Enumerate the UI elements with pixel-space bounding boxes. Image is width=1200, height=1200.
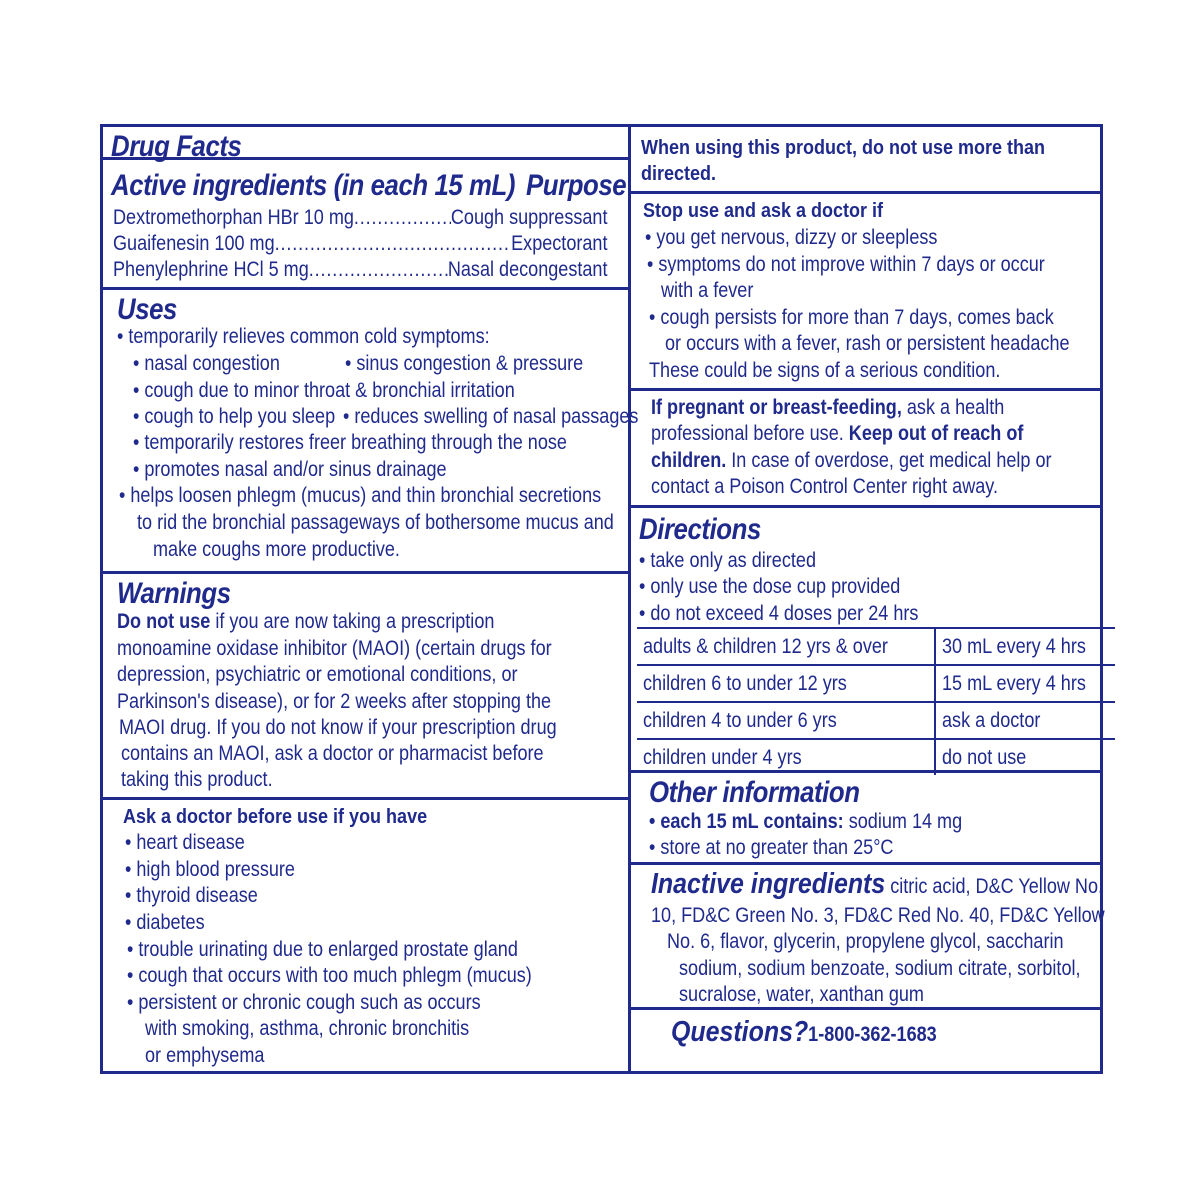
ask-doctor-item: • thyroid disease [125,884,258,907]
ask-doctor-item: with smoking, asthma, chronic bronchitis [145,1017,470,1040]
other-info-line: • store at no greater than 25°C [649,836,894,859]
warnings-text: if you are now taking a prescription [210,610,495,633]
questions-phone: 1-800-362-1683 [808,1023,937,1046]
other-information-heading: Other information [649,776,860,809]
sodium-label: • each 15 mL contains: [649,810,844,833]
warnings-line: contains an MAOI, ask a doctor or pharmacist before [121,742,544,765]
drug-facts-panel [100,124,1103,1074]
inactive-ingredients-section [631,865,1105,1010]
directions-line: • take only as directed [639,549,816,572]
stop-use-line: with a fever [661,279,754,302]
ingredient-purpose: Nasal decongestant [447,258,608,281]
directions-section [631,508,1100,773]
children-label: children. [651,449,727,472]
inactive-line: sodium, sodium benzoate, sodium citrate, sorbitol, [679,957,1081,980]
uses-heading: Uses [117,293,177,326]
stop-use-line: or occurs with a fever, rash or persistent headache [665,332,1070,355]
directions-heading: Directions [639,513,761,546]
stop-use-line: These could be signs of a serious condition. [649,359,1001,382]
table-row [637,665,1115,702]
ingredient-name: Phenylephrine HCl 5 mg [113,258,309,281]
table-row [637,628,1115,665]
inactive-line [651,868,1104,901]
warnings-line [117,609,494,636]
uses-line: • helps loosen phlegm (mucus) and thin bronchial secretions [119,484,602,507]
dosage-table [637,627,1115,775]
uses-line: • temporarily relieves common cold symptoms: [117,325,490,348]
sodium-value: sodium 14 mg [843,810,963,833]
ask-doctor-item: • heart disease [125,831,245,854]
dose-who: children under 4 yrs [637,739,935,775]
ask-doctor-heading: Ask a doctor before use if you have [123,806,428,828]
pregnant-text: In case of overdose, get medical help or [726,449,1052,472]
ingredient-purpose: Cough suppressant [450,206,608,229]
warnings-line: taking this product. [121,768,273,791]
inactive-heading: Inactive ingredients [651,868,886,900]
other-information-section [631,773,1100,865]
ask-doctor-item: • persistent or chronic cough such as occurs [127,991,481,1014]
directions-line: • do not exceed 4 doses per 24 hrs [639,602,919,625]
warnings-line: monoamine oxidase inhibitor (MAOI) (certain drugs for [117,637,552,660]
warnings-section [103,574,628,800]
warnings-line: Parkinson's disease), or for 2 weeks after stopping the [117,690,552,713]
ingredient-row [113,257,608,283]
inactive-line: No. 6, flavor, glycerin, propylene glycol, saccharin [667,930,1064,953]
active-ingredients-section [103,160,628,290]
inactive-line: sucralose, water, xanthan gum [679,983,924,1006]
ask-doctor-item: • cough that occurs with too much phlegm (mucus) [127,964,532,987]
ingredient-row [113,205,608,231]
dose-who: children 6 to under 12 yrs [637,665,935,702]
active-ingredients-heading: Active ingredients (in each 15 mL) [111,169,516,202]
keep-out-of-reach: Keep out of reach of [848,422,1024,445]
ingredient-name: Guaifenesin 100 mg [113,232,275,255]
pregnant-line: contact a Poison Control Center right away. [651,475,998,498]
table-row [637,739,1115,775]
stop-use-section [631,194,1100,391]
when-using-section [631,127,1100,194]
drug-facts-title: Drug Facts [111,130,242,163]
uses-line: • nasal congestion [133,352,280,375]
inactive-line: 10, FD&C Green No. 3, FD&C Red No. 40, FD&C Yellow [651,904,1105,927]
pregnant-line [651,395,1004,422]
uses-line: • cough due to minor throat & bronchial irritation [133,379,515,402]
pregnant-line [651,448,1052,475]
when-using-line: directed. [641,163,717,185]
right-column [631,127,1105,1071]
stop-use-line: • cough persists for more than 7 days, comes back [649,306,1054,329]
ask-doctor-item: or emphysema [145,1044,265,1067]
dose-amount: ask a doctor [935,702,1115,739]
ask-doctor-item: • trouble urinating due to enlarged prostate gland [127,938,518,961]
pregnant-warning: If pregnant or breast-feeding, [651,396,902,419]
ask-doctor-item: • diabetes [125,911,205,934]
warnings-line: depression, psychiatric or emotional conditions, or [117,663,518,686]
stop-use-line: • symptoms do not improve within 7 days or occur [647,253,1045,276]
questions-line [671,1016,937,1049]
dose-amount: do not use [935,739,1115,775]
uses-section [103,290,639,574]
ask-doctor-item: • high blood pressure [125,858,295,881]
uses-line: • cough to help you sleep [133,405,336,428]
stop-use-line: • you get nervous, dizzy or sleepless [645,226,938,249]
inactive-text: citric acid, D&C Yellow No. [885,875,1104,898]
stop-use-heading: Stop use and ask a doctor if [643,200,884,222]
ingredient-row [113,231,608,257]
dose-amount: 30 mL every 4 hrs [935,628,1115,665]
uses-line: • temporarily restores freer breathing through the nose [133,431,567,454]
directions-line: • only use the dose cup provided [639,575,901,598]
purpose-heading: Purpose [526,169,627,202]
ingredient-name: Dextromethorphan HBr 10 mg [113,206,354,229]
when-using-line: When using this product, do not use more than [641,137,1046,159]
uses-line: make coughs more productive. [153,538,400,561]
questions-heading: Questions? [671,1016,809,1048]
dose-who: children 4 to under 6 yrs [637,702,935,739]
do-not-use-label: Do not use [117,610,211,633]
uses-line: • sinus congestion & pressure [345,352,584,375]
dose-amount: 15 mL every 4 hrs [935,665,1115,702]
dose-who: adults & children 12 yrs & over [637,628,935,665]
warnings-heading: Warnings [117,577,231,610]
ask-doctor-section [103,800,628,1071]
uses-line: • reduces swelling of nasal passages [343,405,639,428]
table-row [637,702,1115,739]
other-info-line [649,809,962,836]
pregnant-text: professional before use. [651,422,849,445]
ingredient-purpose: Expectorant [511,232,608,255]
pregnant-text: ask a health [901,396,1005,419]
pregnant-line [651,421,1023,448]
uses-line: to rid the bronchial passageways of bothersome mucus and [137,511,614,534]
questions-section [631,1010,1100,1071]
warnings-line: MAOI drug. If you do not know if your prescription drug [119,716,557,739]
left-column [103,127,639,1071]
drug-facts-header [103,127,628,163]
pregnant-section [631,391,1100,508]
uses-line: • promotes nasal and/or sinus drainage [133,458,447,481]
